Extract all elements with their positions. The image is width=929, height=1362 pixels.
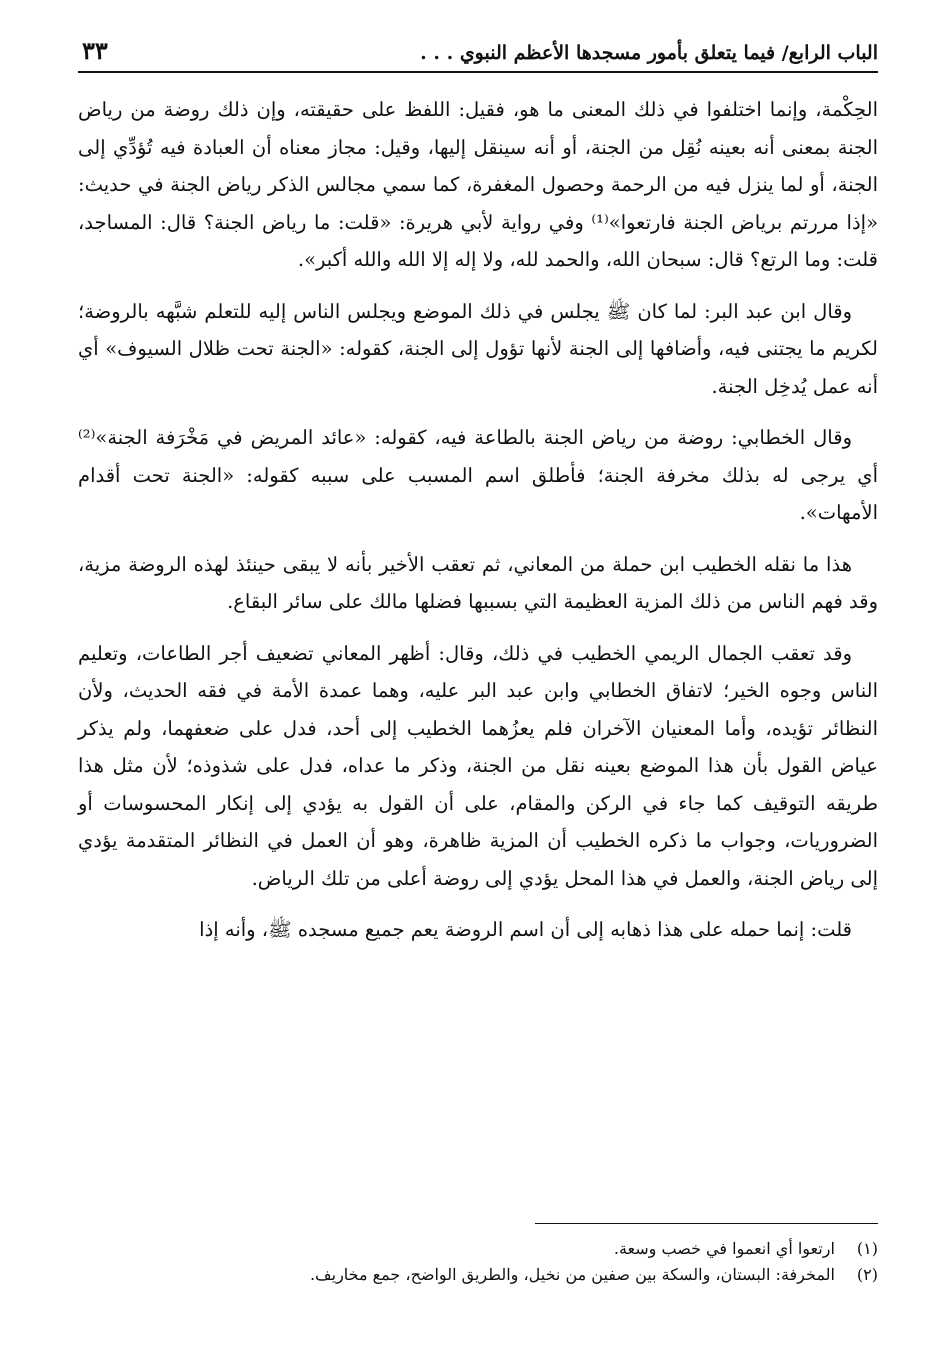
chapter-title: الباب الرابع/ فيما يتعلق بأمور مسجدها الأعظم النبوي . . . (420, 42, 878, 64)
footnote-text: المخرفة: البستان، والسكة بين صفين من نخيل، والطريق الواضح، جمع مخاريف. (309, 1265, 835, 1284)
paragraph: هذا ما نقله الخطيب ابن حملة من المعاني، ثم تعقب الأخير بأنه لا يبقى حينئذ لهذه الروضة مزية، وقد فهم الناس من ذلك المزية العظيمة التي بسببها فضلها مالك على سائر البقاع. (78, 552, 878, 613)
page-number: ٣٣ (82, 36, 108, 65)
footnotes (78, 1236, 878, 1288)
body-text (78, 91, 878, 949)
paragraph: الحِكْمة، وإنما اختلفوا في ذلك المعنى ما هو، فقيل: اللفظ على حقيقته، وإن ذلك روضة من رياض الجنة بمعنى أنه بعينه نُقِل من الجنة، أو أنه سينقل إليها، وقيل: مجاز معناه أن العبادة فيه تُؤدِّي إلى الجنة، أو لما ينزل فيه من الرحمة وحصول المغفرة، كما سمي مجالس الذكر رياض الجنة في حديث: «إذا مررتم برياض الجنة فارتعوا»⁽¹⁾ وفي رواية لأبي هريرة: «قلت: ما رياض الجنة؟ قال: المساجد، قلت: وما الرتع؟ قال: سبحان الله، والحمد لله، ولا إله إلا الله والله أكبر». (78, 98, 878, 271)
footnote (78, 1262, 878, 1288)
footnote-text: ارتعوا أي انعموا في خصب وسعة. (613, 1239, 835, 1258)
paragraph: وقد تعقب الجمال الريمي الخطيب في ذلك، وقال: أظهر المعاني تضعيف أجر الطاعات، وتعليم الناس وجوه الخير؛ لاتفاق الخطابي وابن عبد البر عليه، وهما عمدة الأمة في فقه الحديث، ولأن النظائر تؤيده، وأما المعنيان الآخران فلم يعزُهما الخطيب إلى أحد، فدل على ضعفهما، ولم يذكر عياض القول بأن هذا الموضع بعينه نقل من الجنة، وذكر ما عداه، فدل على شذوذه؛ لأن مثل هذا طريقه التوقيف كما جاء في الركن والمقام، على أن القول به يؤدي إلى إنكار المحسوسات أو الضروريات، وجواب ما ذكره الخطيب أن المزية ظاهرة، وهو أن العمل في النظائر المتقدمة يؤدي إلى رياض الجنة، والعمل في هذا المحل يؤدي إلى روضة أعلى من تلك الرياض. (78, 641, 878, 890)
footnote-number: (١) (856, 1239, 878, 1258)
paragraph: وقال ابن عبد البر: لما كان ﷺ يجلس في ذلك الموضع ويجلس الناس إليه للتعلم شبَّهه بالروضة؛ لكريم ما يجتنى فيه، وأضافها إلى الجنة لأنها تؤول إلى الجنة، كقوله: «الجنة تحت ظلال السيوف» أي أنه عمل يُدخِل الجنة. (78, 299, 878, 398)
footnote (78, 1236, 878, 1262)
footnote-divider (535, 1223, 878, 1224)
footnote-number: (٢) (856, 1265, 878, 1284)
page (78, 36, 878, 963)
running-header (78, 36, 878, 73)
paragraph: قلت: إنما حمله على هذا ذهابه إلى أن اسم الروضة يعم جميع مسجده ﷺ، وأنه إذا (199, 918, 852, 941)
paragraph: وقال الخطابي: روضة من رياض الجنة بالطاعة فيه، كقوله: «عائد المريض في مَخْرَفة الجنة»⁽²⁾ أي يرجى له بذلك مخرفة الجنة؛ فأطلق اسم المسبب على سببه كقوله: «الجنة تحت أقدام الأمهات». (78, 426, 878, 524)
